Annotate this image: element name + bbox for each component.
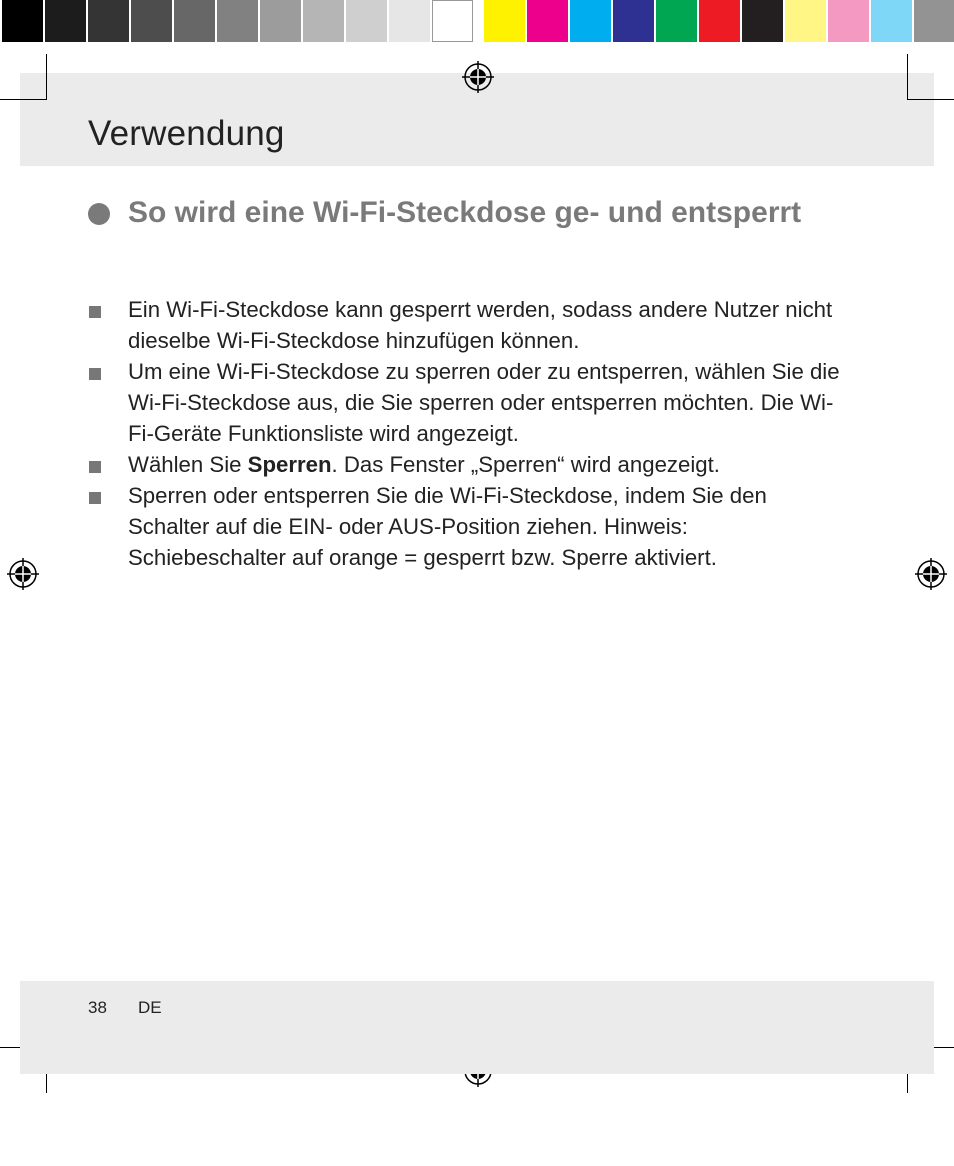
color-swatch: [656, 0, 697, 42]
color-swatch: [613, 0, 654, 42]
color-swatch: [88, 0, 129, 42]
crop-mark: [0, 99, 46, 100]
list-item-text: Ein Wi-Fi-Steckdose kann gesperrt werden, sodass andere Nutzer nicht dieselbe Wi-Fi-Steckdose hinzufügen können.: [128, 297, 833, 353]
bullet-dot-icon: [88, 203, 110, 225]
color-swatch: [527, 0, 568, 42]
color-swatch: [174, 0, 215, 42]
language-code: DE: [138, 998, 162, 1017]
color-swatch: [914, 0, 954, 42]
page-title: Verwendung: [88, 114, 285, 153]
color-swatch: [742, 0, 783, 42]
bullet-square-icon: [89, 306, 101, 318]
crop-mark: [908, 99, 954, 100]
footer-band: [20, 981, 934, 1074]
color-swatch: [871, 0, 912, 42]
section-heading: [88, 197, 848, 229]
color-swatch: [346, 0, 387, 42]
list-item-text-pre: Wählen Sie: [128, 452, 248, 477]
color-swatch: [570, 0, 611, 42]
section-heading-text: So wird eine Wi-Fi-Steckdose ge- und entsperrt: [128, 196, 802, 229]
color-swatch: [785, 0, 826, 42]
color-swatch: [217, 0, 258, 42]
page-number: 38: [88, 998, 107, 1017]
color-swatch: [2, 0, 43, 42]
bullet-square-icon: [89, 492, 101, 504]
color-swatch: [389, 0, 430, 42]
color-swatch: [45, 0, 86, 42]
crop-mark: [907, 54, 908, 100]
list-item-text-post: . Das Fenster „Sperren“ wird angezeigt.: [331, 452, 720, 477]
color-swatch: [303, 0, 344, 42]
list-item-text: Um eine Wi-Fi-Steckdose zu sperren oder zu entsperren, wählen Sie die Wi-Fi-Steckdose aus, die Sie sperren oder entsperren möchten. Die Wi-Fi-Geräte Funktionsliste wird angezeigt.: [128, 359, 840, 446]
color-swatch: [260, 0, 301, 42]
color-swatch: [432, 0, 473, 42]
list-item: [88, 294, 848, 356]
grayscale-calibration-bar: [2, 0, 473, 46]
list-item: [88, 449, 848, 480]
crop-mark: [46, 54, 47, 100]
list-item: [88, 356, 848, 449]
bullet-square-icon: [89, 461, 101, 473]
list-item-text-bold: Sperren: [247, 452, 332, 477]
list-item: [88, 480, 848, 573]
color-swatch: [484, 0, 525, 42]
color-swatch: [131, 0, 172, 42]
registration-mark-icon: [460, 59, 496, 95]
instruction-list: [88, 294, 848, 573]
registration-mark-icon: [5, 556, 41, 592]
registration-mark-icon: [913, 556, 949, 592]
color-swatch: [699, 0, 740, 42]
bullet-square-icon: [89, 368, 101, 380]
list-item-text: Sperren oder entsperren Sie die Wi-Fi-Steckdose, indem Sie den Schalter auf die EIN- oder AUS-Position ziehen. Hinweis: Schiebeschalter auf orange = gesperrt bzw. Sperre aktiviert.: [128, 483, 767, 570]
color-swatch: [828, 0, 869, 42]
color-calibration-bar: [484, 0, 954, 46]
